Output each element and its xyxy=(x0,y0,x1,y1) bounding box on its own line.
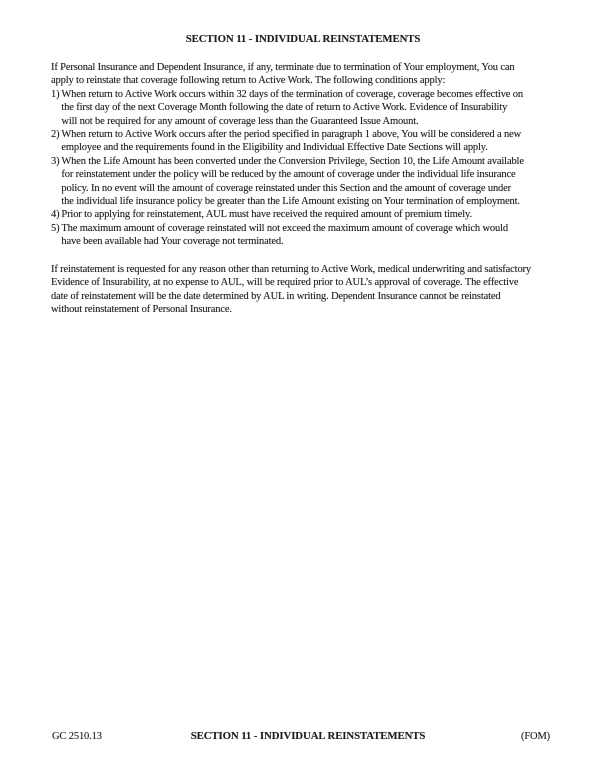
footer-section-title: SECTION 11 - INDIVIDUAL REINSTATEMENTS xyxy=(190,730,426,742)
conditions-list xyxy=(51,88,591,249)
list-item-text xyxy=(61,128,521,155)
document-body xyxy=(51,61,591,317)
list-item xyxy=(51,222,591,249)
list-line: The maximum amount of coverage reinstated will not exceed the maximum amount of coverage which would xyxy=(61,222,508,234)
list-item xyxy=(51,208,591,221)
list-number: 5) xyxy=(51,222,60,234)
paragraph-line: date of reinstatement will be the date determined by AUL in writing. Dependent Insurance cannot be reinstated xyxy=(51,290,501,302)
paragraph-line: Evidence of Insurability, at no expense to AUL, will be required prior to AUL’s approval of coverage. The effective xyxy=(51,277,519,289)
list-line: will not be required for any amount of coverage less than the Guaranteed Issue Amount. xyxy=(61,115,419,127)
footer-form-code: (FOM) xyxy=(520,731,550,742)
list-line: Prior to applying for reinstatement, AUL must have received the required amount of premium timely. xyxy=(61,209,472,221)
list-line: When return to Active Work occurs within 32 days of the termination of coverage, coverage becomes effective on xyxy=(61,88,523,100)
closing-paragraph xyxy=(51,263,591,317)
footer-doc-code: GC 2510.13 xyxy=(52,731,102,742)
list-item-text xyxy=(61,208,472,221)
list-item xyxy=(51,155,591,209)
list-line: for reinstatement under the policy will be reduced by the amount of coverage under the individual life insurance xyxy=(61,169,516,181)
list-number: 2) xyxy=(51,128,60,140)
paragraph-line: If reinstatement is requested for any reason other than returning to Active Work, medical underwriting and satisfactory xyxy=(51,264,531,276)
list-number: 1) xyxy=(51,88,60,100)
section-heading: SECTION 11 - INDIVIDUAL REINSTATEMENTS xyxy=(185,33,421,45)
list-item-text xyxy=(61,222,508,249)
list-item xyxy=(51,88,591,128)
page-footer xyxy=(0,730,600,744)
list-line: policy. In no event will the amount of coverage reinstated under this Section and the amount of coverage under xyxy=(61,182,512,194)
list-item xyxy=(51,128,591,155)
list-item-text xyxy=(61,155,523,209)
paragraph-line: If Personal Insurance and Dependent Insurance, if any, terminate due to termination of Your employment, You can xyxy=(51,62,515,73)
list-line: When return to Active Work occurs after the period specified in paragraph 1 above, You will be considered a new xyxy=(61,128,522,140)
list-number: 3) xyxy=(51,155,60,167)
list-number: 4) xyxy=(51,209,60,221)
list-line: When the Life Amount has been converted under the Conversion Privilege, Section 10, the Life Amount available xyxy=(61,155,524,167)
intro-paragraph xyxy=(51,61,591,88)
paragraph-line: apply to reinstate that coverage following return to Active Work. The following conditions apply: xyxy=(51,75,446,87)
list-line: the individual life insurance policy be greater than the Life Amount existing on Your termination of employment. xyxy=(61,195,520,207)
list-item-text xyxy=(61,88,523,128)
list-line: employee and the requirements found in the Eligibility and Individual Effective Date Sections will apply. xyxy=(61,142,488,154)
list-line: the first day of the next Coverage Month following the date of return to Active Work. Evidence of Insurability xyxy=(61,102,508,114)
list-line: have been available had Your coverage not terminated. xyxy=(61,236,284,248)
paragraph-line: without reinstatement of Personal Insurance. xyxy=(51,304,232,316)
